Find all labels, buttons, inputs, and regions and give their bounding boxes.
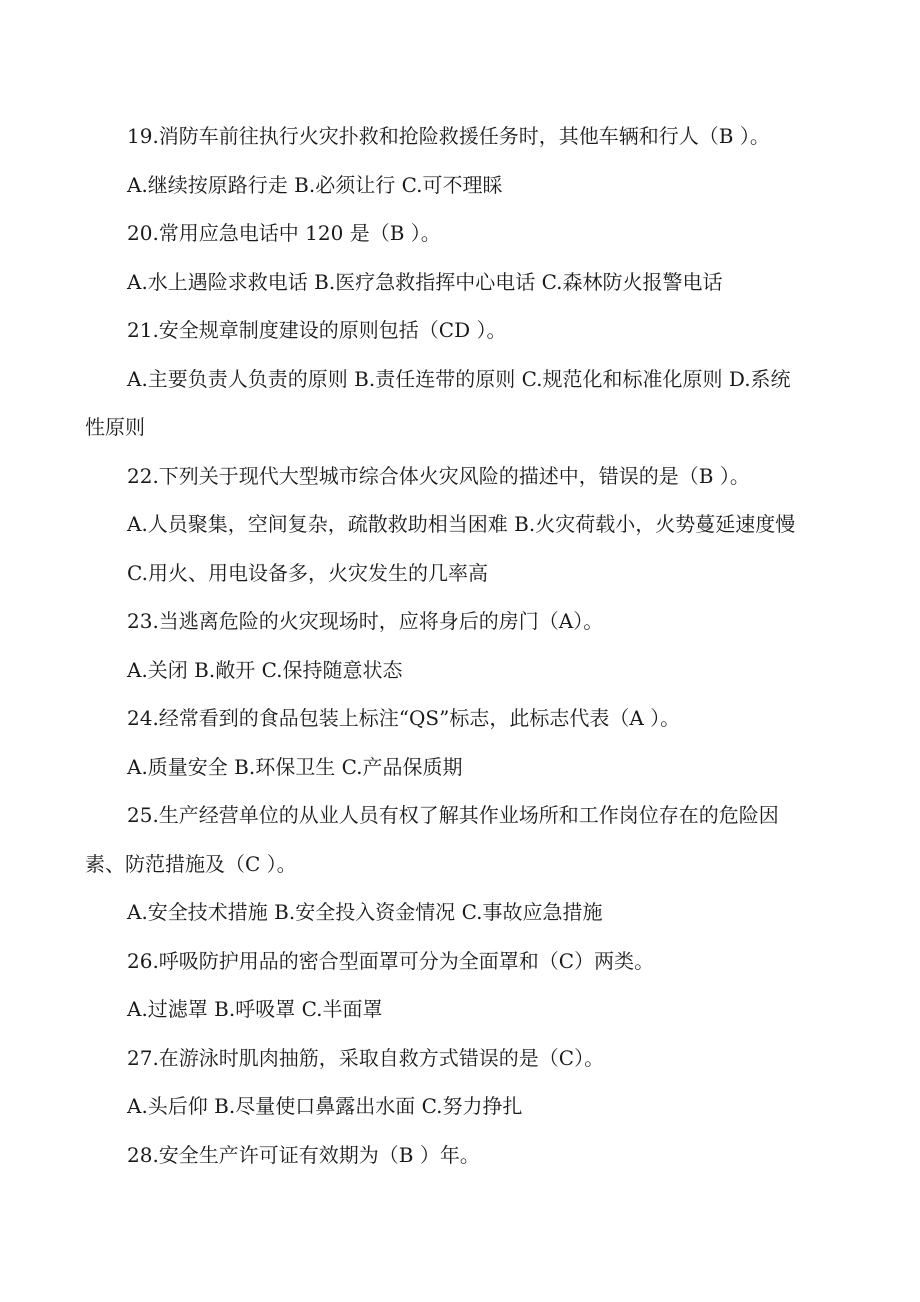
text-line: 性原则 [85, 415, 145, 439]
text-line: A.主要负责人负责的原则 B.责任连带的原则 C.规范化和标准化原则 D.系统 [127, 366, 791, 391]
document-body [85, 112, 840, 1179]
text-line: A.水上遇险求救电话 B.医疗急救指挥中心电话 C.森林防火报警电话 [127, 269, 723, 294]
text-line: A.人员聚集，空间复杂，疏散救助相当困难 B.火灾荷载小，火势蔓延速度慢 [127, 512, 796, 536]
text-line: A.头后仰 B.尽量使口鼻露出水面 C.努力挣扎 [127, 1094, 523, 1118]
text-line: 22.下列关于现代大型城市综合体火灾风险的描述中，错误的是（B ）。 [127, 463, 750, 488]
text-line: A.关闭 B.敞开 C.保持随意状态 [127, 657, 403, 682]
text-line: 19.消防车前往执行火灾扑救和抢险救援任务时，其他车辆和行人（B ）。 [127, 124, 770, 148]
text-line: A.安全技术措施 B.安全投入资金情况 C.事故应急措施 [127, 900, 603, 924]
text-line: A.继续按原路行走 B.必须让行 C.可不理睬 [127, 172, 503, 197]
text-line: 24.经常看到的食品包装上标注“QS”标志，此标志代表（A ）。 [127, 706, 681, 730]
text-line: 21.安全规章制度建设的原则包括（CD ）。 [127, 318, 507, 342]
text-line: C.用火、用电设备多，火灾发生的几率高 [127, 560, 488, 585]
text-line: 23.当逃离危险的火灾现场时，应将身后的房门（A）。 [127, 609, 604, 633]
text-line: 20.常用应急电话中 120 是（B ）。 [127, 221, 441, 245]
text-line: 素、防范措施及（C ）。 [85, 851, 297, 876]
text-line: A.过滤罩 B.呼吸罩 C.半面罩 [127, 997, 383, 1021]
text-line: A.质量安全 B.环保卫生 C.产品保质期 [127, 754, 463, 779]
text-line: 28.安全生产许可证有效期为（B ）年。 [127, 1142, 480, 1167]
text-line: 26.呼吸防护用品的密合型面罩可分为全面罩和（C）两类。 [127, 948, 655, 973]
text-line: 25.生产经营单位的从业人员有权了解其作业场所和工作岗位存在的危险因 [127, 803, 779, 827]
text-line: 27.在游泳时肌肉抽筋，采取自救方式错误的是（C）。 [127, 1045, 605, 1070]
